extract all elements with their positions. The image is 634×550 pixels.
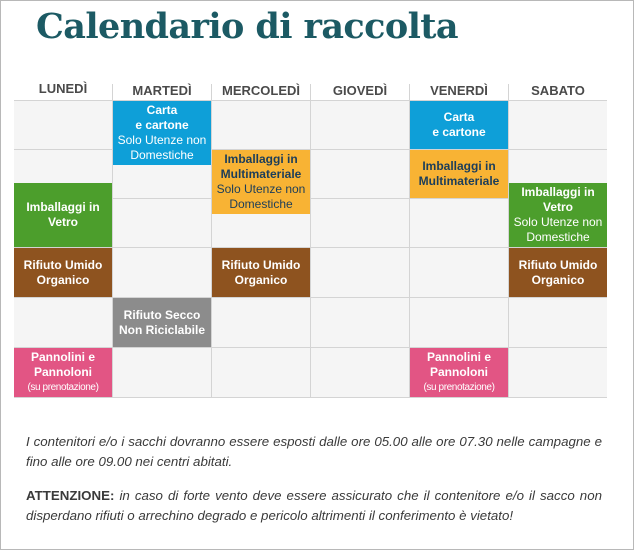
cell-line: Multimateriale	[418, 174, 500, 188]
cell-line: Organico	[234, 272, 288, 287]
header-thursday: GIOVEDÌ	[332, 83, 388, 98]
grid-line	[211, 84, 212, 398]
cell-wednesday-imballaggi	[212, 150, 310, 214]
grid-line	[14, 297, 607, 298]
cell-line: e cartone	[432, 125, 486, 139]
cell-subtext: Solo Utenze non	[117, 133, 207, 147]
cell-line: Multimateriale	[220, 167, 302, 181]
cell-line: Organico	[36, 272, 90, 287]
cell-line: Pannolini e	[30, 350, 95, 364]
cell-monday-vetro	[14, 183, 112, 247]
cell-line: Pannoloni	[430, 365, 488, 379]
cell-line: Rifiuto Umido	[518, 257, 598, 272]
cell-subtext: Domestiche	[130, 148, 194, 162]
cell-line: Imballaggi in	[224, 152, 298, 166]
cell-line: Rifiuto Umido	[221, 257, 301, 272]
header-wednesday: MERCOLEDÌ	[222, 83, 300, 98]
cell-saturday-umido	[509, 248, 607, 297]
cell-line: Pannoloni	[34, 365, 92, 379]
cell-line: Organico	[531, 272, 585, 287]
grid-line	[14, 100, 607, 101]
cell-line: Vetro	[47, 215, 78, 229]
cell-friday-carta	[410, 101, 508, 149]
cell-tuesday-carta	[113, 101, 211, 165]
header-tuesday: MARTEDÌ	[132, 83, 192, 98]
cell-tuesday-secco	[113, 298, 211, 347]
cell-friday-imballaggi	[410, 150, 508, 198]
cell-subtext: (su prenotazione)	[27, 382, 99, 393]
cell-subtext: (su prenotazione)	[423, 382, 495, 393]
header-friday: VENERDÌ	[430, 83, 488, 98]
grid-line	[310, 84, 311, 398]
cell-line: Imballaggi in	[26, 200, 100, 214]
note-attention	[26, 486, 602, 526]
cell-friday-pannolini	[410, 348, 508, 397]
page-title: Calendario di raccolta	[36, 6, 458, 47]
cell-subtext: Solo Utenze non	[513, 215, 603, 229]
cell-line: Non Riciclabile	[118, 322, 206, 337]
grid-line	[14, 149, 607, 150]
cell-monday-umido	[14, 248, 112, 297]
cell-subtext: Solo Utenze non	[216, 182, 306, 196]
note-attention-label: ATTENZIONE:	[26, 488, 115, 503]
cell-line: Carta	[443, 110, 475, 124]
cell-line: e cartone	[135, 118, 189, 132]
cell-monday-pannolini	[14, 348, 112, 397]
note-exposure-times: I contenitori e/o i sacchi dovranno essere esposti dalle ore 05.00 alle ore 07.30 nelle campagne e fino alle ore 09.00 nei centri abitati.	[26, 434, 602, 469]
cell-subtext: Domestiche	[526, 230, 590, 244]
cell-line: Imballaggi in	[521, 185, 595, 199]
header-saturday: SABATO	[531, 83, 585, 98]
cell-line: Pannolini e	[426, 350, 491, 364]
column-background-thursday	[311, 100, 409, 398]
note-attention-text: in caso di forte vento deve essere assicurato che il contenitore e/o il sacco non disperdano rifiuti o arrechino degrado e pericolo altrimenti il conferimento è vietato!	[26, 488, 602, 523]
cell-line: Rifiuto Umido	[23, 257, 103, 272]
cell-subtext: Domestiche	[229, 197, 293, 211]
cell-wednesday-umido	[212, 248, 310, 297]
grid-line	[14, 397, 607, 398]
cell-line: Carta	[146, 103, 178, 117]
header-monday: LUNEDÌ	[38, 81, 88, 96]
cell-line: Imballaggi in	[422, 159, 496, 173]
cell-line: Rifiuto Secco	[123, 307, 201, 322]
cell-line: Vetro	[542, 200, 573, 214]
cell-saturday-vetro	[509, 183, 607, 247]
